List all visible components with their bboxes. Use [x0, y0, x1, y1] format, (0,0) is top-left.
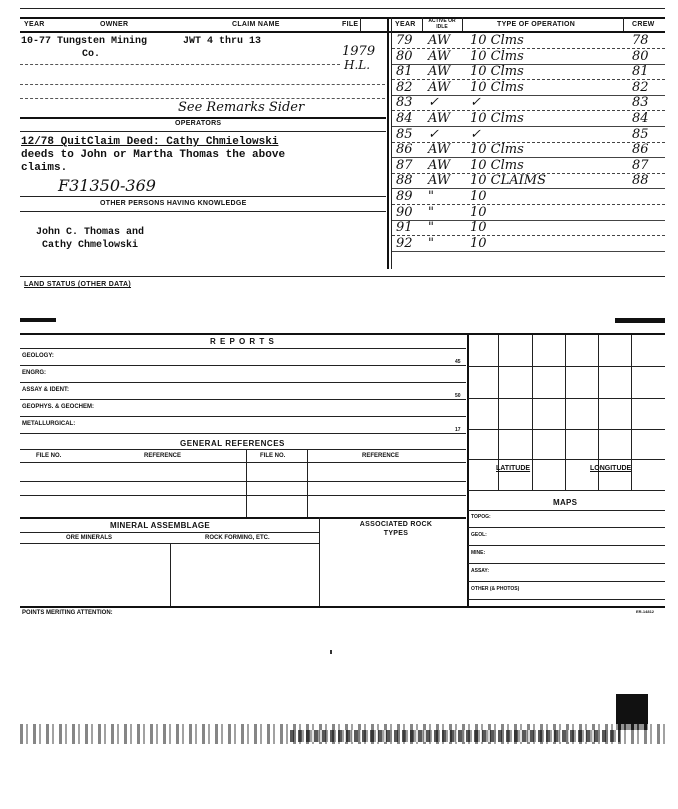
activity-crew: 85	[632, 127, 649, 142]
activity-operation: 10 Clms	[470, 158, 524, 173]
header-crew: CREW	[632, 21, 655, 28]
gen-ref-col-ref1: REFERENCE	[144, 453, 182, 459]
grid-line	[468, 398, 665, 399]
deed-line1: 12/78 QuitClaim Deed: Cathy Chmielowski	[21, 136, 279, 148]
header-active-idle: ACTIVE OR IDLE	[428, 18, 456, 30]
scan-noise-band	[290, 730, 620, 742]
reports-divider	[467, 333, 469, 606]
activity-status: "	[428, 236, 434, 251]
activity-status: AW	[428, 158, 451, 173]
activity-year: 86	[396, 142, 413, 157]
activity-row	[392, 174, 667, 189]
main-divider	[387, 17, 389, 269]
activity-year: 80	[396, 49, 413, 64]
activity-crew: 88	[632, 173, 649, 188]
report-row-line	[20, 382, 466, 383]
activity-row	[392, 143, 667, 158]
activity-operation: 10	[470, 205, 487, 220]
land-status-rule	[20, 276, 665, 277]
header-file: FILE	[342, 21, 359, 28]
activity-row	[392, 190, 667, 205]
activity-status: AW	[428, 173, 451, 188]
activity-status: AW	[428, 142, 451, 157]
activity-status: AW	[428, 80, 451, 95]
activity-status: AW	[428, 111, 451, 126]
header-claim-name: CLAIM NAME	[232, 21, 280, 28]
col-divider	[623, 17, 624, 31]
report-label: ENGRG:	[22, 370, 46, 376]
grid-line	[468, 366, 665, 367]
mineral-title: MINERAL ASSEMBLAGE	[110, 521, 211, 530]
activity-operation: 10 Clms	[470, 64, 524, 79]
col-divider	[422, 17, 423, 31]
ore-minerals-label: ORE MINERALS	[66, 535, 113, 541]
activity-operation: 10	[470, 236, 487, 251]
file-reference: F31350-369	[58, 176, 156, 195]
map-item-label: OTHER (& PHOTOS)	[471, 586, 520, 592]
report-label: GEOLOGY:	[22, 353, 54, 359]
gen-ref-col-ref2: REFERENCE	[362, 453, 400, 459]
entry-line	[20, 84, 385, 85]
header-year: YEAR	[24, 21, 45, 28]
activity-status: AW	[428, 49, 451, 64]
grid-line	[468, 429, 665, 430]
report-number: 17	[455, 427, 461, 433]
reports-top-rule	[20, 333, 665, 335]
gen-ref-row	[20, 495, 466, 496]
knowledge-top-rule	[20, 196, 386, 197]
land-status-label: LAND STATUS (OTHER DATA)	[24, 281, 132, 288]
report-row-line	[20, 365, 466, 366]
latitude-label: LATITUDE	[496, 465, 531, 472]
gen-ref-divider	[307, 449, 308, 517]
knowledge-label: OTHER PERSONS HAVING KNOWLEDGE	[100, 200, 247, 207]
mineral-top-rule	[20, 517, 466, 519]
gen-ref-row	[20, 481, 466, 482]
entry-line	[20, 98, 385, 99]
map-item-label: MINE:	[471, 550, 486, 556]
reports-title: R E P O R T S	[210, 337, 275, 346]
grid-line	[565, 335, 566, 490]
longitude-label: LONGITUDE	[590, 465, 632, 472]
map-item-line	[468, 527, 665, 528]
activity-year: 82	[396, 80, 413, 95]
activity-crew: 86	[632, 142, 649, 157]
maps-rule	[468, 510, 665, 511]
activity-crew: 78	[632, 33, 649, 48]
activity-year: 88	[396, 173, 413, 188]
gen-ref-col-file1: FILE NO.	[36, 453, 62, 459]
report-row-line	[20, 416, 466, 417]
activity-row	[392, 159, 667, 174]
report-label: ASSAY & IDENT:	[22, 387, 70, 393]
gen-ref-rule	[20, 449, 466, 450]
activity-row	[392, 206, 667, 221]
scan-mark	[615, 318, 665, 323]
activity-status: "	[428, 220, 434, 235]
col-divider	[462, 17, 463, 31]
map-item-label: ASSAY:	[471, 568, 490, 574]
activity-crew: 81	[632, 64, 649, 79]
top-rule	[20, 8, 665, 9]
activity-row	[392, 237, 667, 252]
activity-year: 90	[396, 205, 413, 220]
header-owner: OWNER	[100, 21, 129, 28]
activity-status: ✓	[428, 127, 439, 142]
claim-name-value: JWT 4 thru 13	[183, 36, 262, 47]
activity-operation: 10 Clms	[470, 49, 524, 64]
scan-mark	[20, 318, 56, 322]
general-references-title: GENERAL REFERENCES	[180, 439, 285, 448]
header-type-operation: TYPE OF OPERATION	[497, 21, 576, 28]
gen-ref-col-file2: FILE NO.	[260, 453, 286, 459]
report-row-line	[20, 399, 466, 400]
activity-row	[392, 65, 667, 80]
file-initials: H.L.	[344, 58, 371, 72]
map-item-line	[468, 581, 665, 582]
maps-top-rule	[468, 490, 665, 491]
header-year-2: YEAR	[395, 21, 416, 28]
activity-operation: ✓	[470, 127, 481, 142]
mineral-col-divider	[170, 543, 171, 606]
activity-status: AW	[428, 64, 451, 79]
header-rule	[20, 17, 665, 19]
associated-rock-types: ASSOCIATED ROCK TYPES	[359, 521, 433, 537]
activity-status: AW	[428, 33, 451, 48]
activity-operation: 10 Clms	[470, 80, 524, 95]
activity-year: 84	[396, 111, 413, 126]
operators-label: OPERATORS	[175, 120, 222, 127]
maps-title: MAPS	[553, 498, 578, 507]
rock-forming-label: ROCK FORMING, ETC.	[205, 535, 270, 541]
gen-ref-divider	[246, 449, 247, 517]
report-label: METALLURGICAL:	[22, 421, 76, 427]
activity-operation: 10	[470, 220, 487, 235]
report-number: 45	[455, 359, 461, 365]
activity-operation: 10 Clms	[470, 111, 524, 126]
file-year: 1979	[342, 44, 376, 59]
form-number: ER-14812	[636, 609, 655, 614]
map-item-line	[468, 563, 665, 564]
activity-row	[392, 81, 667, 96]
signature: See Remarks Sider	[178, 100, 305, 115]
col-divider	[360, 17, 361, 31]
map-item-line	[468, 545, 665, 546]
activity-operation: 10 CLAIMS	[470, 173, 546, 188]
knowledge-line1: John C. Thomas and	[36, 227, 145, 238]
reports-rule	[20, 348, 466, 349]
activity-row	[392, 50, 667, 65]
activity-status: "	[428, 205, 434, 220]
activity-operation: ✓	[470, 95, 481, 110]
activity-crew: 83	[632, 95, 649, 110]
operators-rule	[20, 117, 386, 119]
deed-line3: claims.	[21, 162, 68, 174]
grid-line	[532, 335, 533, 490]
activity-year: 81	[396, 64, 413, 79]
knowledge-line2: Cathy Chmelowski	[42, 240, 139, 251]
grid-line	[468, 459, 665, 460]
owner-line1: 10-77 Tungsten Mining	[21, 36, 148, 47]
activity-row	[392, 221, 667, 236]
gen-ref-header-rule	[20, 462, 466, 463]
activity-operation: 10	[470, 189, 487, 204]
activity-row	[392, 34, 667, 49]
header-bottom-rule	[20, 31, 665, 33]
mineral-divider	[319, 517, 320, 606]
points-meriting-attention: POINTS MERITING ATTENTION:	[22, 610, 113, 616]
activity-crew: 87	[632, 158, 649, 173]
activity-status: "	[428, 189, 434, 204]
activity-year: 83	[396, 95, 413, 110]
activity-crew: 80	[632, 49, 649, 64]
activity-year: 87	[396, 158, 413, 173]
activity-year: 92	[396, 236, 413, 251]
knowledge-rule	[20, 211, 386, 212]
activity-operation: 10 Clms	[470, 142, 524, 157]
activity-year: 79	[396, 33, 413, 48]
activity-crew: 82	[632, 80, 649, 95]
operators-bottom-rule	[20, 131, 386, 132]
footer-rule	[20, 606, 665, 608]
scan-speck	[330, 650, 332, 654]
activity-row	[392, 112, 667, 127]
owner-line2: Co.	[82, 49, 101, 60]
mineral-rule	[20, 532, 319, 533]
activity-operation: 10 Clms	[470, 33, 524, 48]
activity-crew: 84	[632, 111, 649, 126]
deed-line2: deeds to John or Martha Thomas the above	[21, 149, 286, 161]
entry-line	[20, 64, 340, 65]
activity-status: ✓	[428, 95, 439, 110]
map-item-label: TOPOG:	[471, 514, 491, 520]
activity-row	[392, 96, 667, 111]
map-item-label: GEOL:	[471, 532, 487, 538]
report-number: 50	[455, 393, 461, 399]
activity-row	[392, 128, 667, 143]
activity-row-line	[392, 251, 665, 252]
activity-year: 89	[396, 189, 413, 204]
map-item-line	[468, 599, 665, 600]
report-label: GEOPHYS. & GEOCHEM:	[22, 404, 95, 410]
activity-year: 91	[396, 220, 413, 235]
report-row-line	[20, 433, 466, 434]
activity-year: 85	[396, 127, 413, 142]
